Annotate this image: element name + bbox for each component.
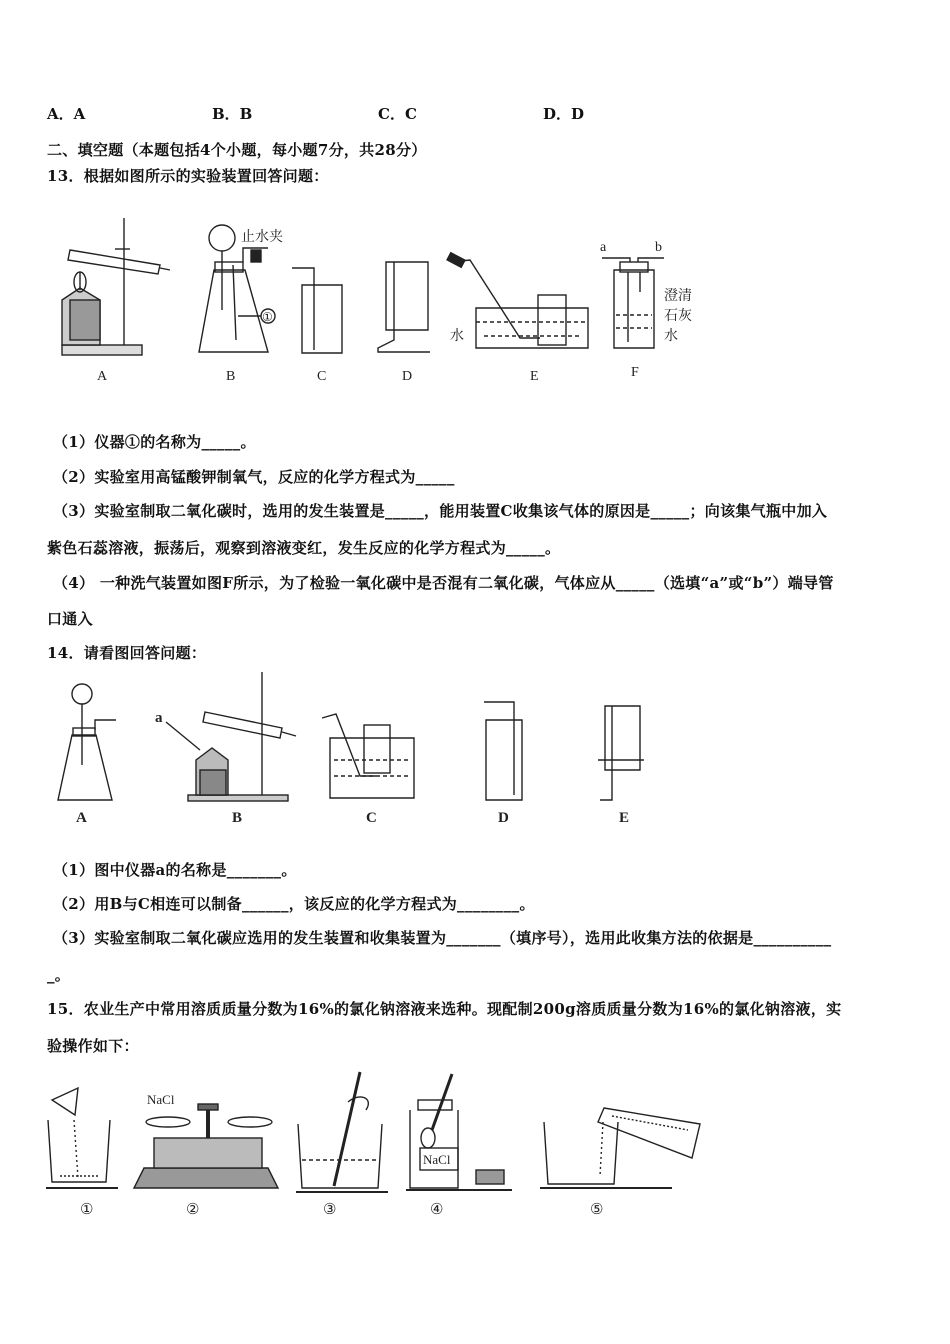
q15-step5-measure-water bbox=[540, 1108, 700, 1188]
q15-step-label-3: ③ bbox=[323, 1202, 337, 1218]
q15-nacl-label-2: NaCl bbox=[423, 1152, 451, 1167]
q14-apparatus-c bbox=[322, 714, 414, 798]
q15-stem-line1: 15．农业生产中常用溶质质量分数为16%的氯化钠溶液来选种。现配制200g溶质质量分数为16%的氯化钠溶液，实 bbox=[47, 1000, 842, 1018]
q14-label-c: C bbox=[366, 810, 377, 826]
q13-label-f: F bbox=[631, 365, 639, 380]
q13-apparatus-f bbox=[602, 258, 664, 348]
q14-label-b: B bbox=[232, 810, 243, 826]
q13-limewater-3: 水 bbox=[664, 329, 678, 344]
q13-label-d: D bbox=[402, 369, 413, 384]
q13-part1-label: ① bbox=[262, 310, 273, 324]
q13-label-b: B bbox=[226, 369, 236, 384]
q14-label-a: A bbox=[76, 810, 87, 826]
q14-part3-line2: _。 bbox=[47, 966, 71, 984]
q13-part3-line1: （3）实验室制取二氧化碳时，选用的发生装置是_____，能用装置C收集该气体的原因是_____；向该集气瓶中加入 bbox=[53, 502, 828, 520]
q13-part4-line1: （4） 一种洗气装置如图F所示，为了检验一氧化碳中是否混有二氧化碳，气体应从_____（选填“a”或“b”）端导管 bbox=[53, 574, 834, 592]
q15-step2-weighing bbox=[134, 1104, 278, 1188]
q13-part2: （2）实验室用高锰酸钾制氧气，反应的化学方程式为_____ bbox=[53, 468, 455, 486]
q13-apparatus-a bbox=[62, 218, 170, 355]
q13-water-label: 水 bbox=[450, 329, 464, 344]
q15-stem-line2: 验操作如下： bbox=[47, 1037, 139, 1055]
q15-step4-take-nacl bbox=[406, 1074, 512, 1190]
q14-instrument-a-label: a bbox=[155, 710, 163, 726]
q13-apparatus-figure bbox=[0, 210, 950, 390]
q13-part3-line2: 紫色石蕊溶液，振荡后，观察到溶液变红，发生反应的化学方程式为_____。 bbox=[47, 539, 561, 557]
q13-label-e: E bbox=[530, 369, 539, 384]
q14-stem: 14．请看图回答问题： bbox=[47, 644, 207, 662]
q13-part1: （1）仪器①的名称为_____。 bbox=[53, 433, 256, 451]
q15-step-label-4: ④ bbox=[430, 1202, 444, 1218]
q15-step-label-5: ⑤ bbox=[590, 1202, 604, 1218]
q13-port-b-label: b bbox=[655, 240, 662, 255]
q15-step1-pour-solid bbox=[46, 1088, 118, 1188]
q13-clamp-label: 止水夹 bbox=[241, 230, 283, 245]
option-b: B．B bbox=[212, 105, 253, 123]
q15-nacl-label-1: NaCl bbox=[147, 1092, 175, 1107]
q14-label-e: E bbox=[619, 810, 630, 826]
option-c: C．C bbox=[378, 105, 417, 123]
q14-part2: （2）用B与C相连可以制备______，该反应的化学方程式为________。 bbox=[53, 895, 535, 913]
q14-apparatus-a bbox=[58, 684, 116, 800]
option-a: A．A bbox=[47, 105, 86, 123]
q15-step3-stirring bbox=[296, 1072, 388, 1192]
q13-apparatus-e bbox=[447, 253, 588, 348]
q14-label-d: D bbox=[498, 810, 509, 826]
q14-apparatus-b bbox=[166, 672, 296, 801]
option-d: D．D bbox=[543, 105, 585, 123]
q13-limewater-2: 石灰 bbox=[664, 309, 692, 324]
q14-apparatus-figure bbox=[0, 668, 950, 830]
q15-step-label-2: ② bbox=[186, 1202, 200, 1218]
q15-step-label-1: ① bbox=[80, 1202, 94, 1218]
q13-limewater-1: 澄清 bbox=[664, 289, 692, 304]
q13-part4-line2: 口通入 bbox=[47, 610, 93, 628]
q14-apparatus-d bbox=[484, 702, 522, 800]
section-heading: 二、填空题（本题包括4个小题，每小题7分，共28分） bbox=[47, 141, 427, 159]
q14-apparatus-e bbox=[598, 706, 644, 800]
q13-label-a: A bbox=[97, 369, 108, 384]
q13-stem: 13．根据如图所示的实验装置回答问题： bbox=[47, 167, 329, 185]
q13-port-a-label: a bbox=[600, 240, 607, 255]
q13-apparatus-d bbox=[378, 262, 430, 352]
q14-part3-line1: （3）实验室制取二氧化碳应选用的发生装置和收集装置为_______（填序号），选用此收集方法的依据是__________ bbox=[53, 929, 832, 947]
q14-part1: （1）图中仪器a的名称是_______。 bbox=[53, 861, 297, 879]
q13-label-c: C bbox=[317, 369, 327, 384]
q13-apparatus-c bbox=[292, 268, 342, 353]
q15-procedure-figure bbox=[0, 1068, 950, 1228]
